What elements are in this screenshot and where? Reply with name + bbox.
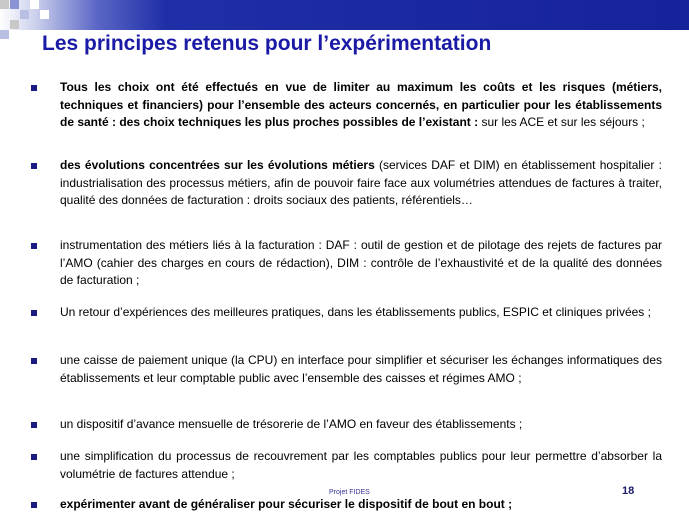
bullet-bold-text: Tous les choix ont été effectués en vue de limiter au maximum les coûts et les risques (métiers, techniques et financiers) pour l’ensemble des acteurs concernés, en particulier pour les établissements de santé : des choix techniques les plus proches possibles de l’existant :	[60, 80, 662, 129]
bullet-marker	[31, 163, 37, 169]
decor-square	[10, 20, 19, 29]
decor-square	[0, 0, 9, 9]
footer-project-label: Projet FIDES	[329, 489, 370, 496]
bullet-marker	[31, 422, 37, 428]
bullet-normal-text: instrumentation des métiers liés à la facturation : DAF : outil de gestion et de pilotage des rejets de factures par l’AMO (cahier des charges en cours de rédaction), DIM : contrôle de l’exhaustivité et de la qualité des données de facturation ;	[60, 238, 662, 287]
bullet-text	[60, 237, 662, 290]
bullet-text	[60, 157, 662, 210]
decor-square	[20, 10, 29, 19]
bullet-bold-text: expérimenter avant de généraliser pour sécuriser le dispositif de bout en bout ;	[60, 497, 513, 511]
bullet-marker	[31, 310, 37, 316]
page-number: 18	[622, 485, 635, 497]
bullet-normal-text: une simplification du processus de recouvrement par les comptables publics pour leur permettre d’absorber la volumétrie de factures attendue ;	[60, 449, 662, 481]
bullet-text	[60, 416, 662, 434]
bullet-marker	[31, 243, 37, 249]
bullet-normal-text: sur les ACE et sur les séjours ;	[478, 115, 645, 129]
decor-square	[10, 0, 19, 9]
bullet-bold-text: des évolutions concentrées sur les évolutions métiers	[60, 158, 375, 172]
bullet-text	[60, 448, 662, 483]
bullet-text	[60, 304, 662, 322]
bullet-normal-text: (services DAF et DIM) en établissement hospitalier : industrialisation des processus métiers, afin de pouvoir faire face aux volumétries attendues de factures à traiter, qualité des données de facturation : droits sociaux des patients, référentiels…	[60, 158, 662, 207]
bullet-marker	[31, 454, 37, 460]
decor-square	[0, 30, 9, 39]
bullet-text	[60, 496, 662, 514]
decor-square	[30, 0, 39, 9]
bullet-marker	[31, 85, 37, 91]
bullet-marker	[31, 502, 37, 508]
bullet-normal-text: un dispositif d’avance mensuelle de trésorerie de l’AMO en faveur des établissements ;	[60, 417, 523, 431]
bullet-text	[60, 79, 662, 132]
bullet-marker	[31, 358, 37, 364]
bullet-normal-text: Un retour d’expériences des meilleures pratiques, dans les établissements publics, ESPIC et cliniques privées ;	[60, 305, 651, 319]
bullet-text	[60, 352, 662, 387]
header-band	[0, 0, 689, 30]
slide-title: Les principes retenus pour l’expérimentation	[42, 32, 492, 55]
bullet-normal-text: une caisse de paiement unique (la CPU) en interface pour simplifier et sécuriser les échanges informatiques des établissements et leur comptable public avec l’ensemble des caisses et régimes AMO ;	[60, 353, 662, 385]
decor-square	[40, 10, 49, 19]
